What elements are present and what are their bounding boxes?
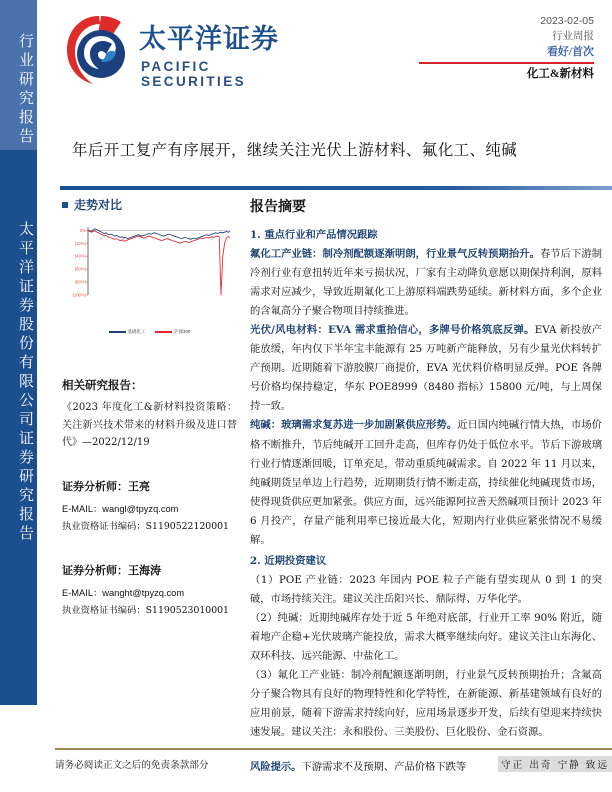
chart-ytick-5: (100%) [72,292,86,298]
page-footer [55,756,612,772]
chart-xtick-3: 22 [165,236,171,242]
spine-label-research-report: 行业研究报告 [17,33,35,147]
footer-disclaimer: 请务必阅读正文之后的免责条款部分 [55,760,209,771]
risk-label: 风险提示。 [250,761,302,774]
report-rating: 看好/首次 [546,46,594,59]
analyst-license-1: 执业资格证书编码：S1190523010001 [62,605,229,617]
summary-heading: 报告摘要 [250,199,306,215]
legend-swatch-1 [155,331,172,333]
report-date: 2023-02-05 [540,15,594,27]
logo-text-en: PACIFIC SECURITIES [141,59,247,89]
chart-ytick-0: 0% [79,227,86,233]
footer-divider [55,748,612,750]
report-type: 行业周报 [552,31,594,43]
summary-section-2-title: 2. 近期投资建议 [250,554,327,567]
chart-legend [62,329,237,335]
summary-paragraph-1 [250,321,602,416]
analyst-email-0: E-MAIL：wangl@tpyzq.com [62,503,179,514]
analyst-name-0: 证券分析师：王亮 [62,479,150,493]
legend-label-1: 沪深300 [174,329,191,334]
chart-canvas [62,219,234,327]
spine-label-company: 太平洋证券股份有限公司证券研究报告 [17,220,35,544]
performance-comparison-chart [62,219,234,327]
recommendation-0: （1）POE 产业链：2023 年国内 POE 粒子产能有望实现从 0 到 1 的突破，市场持续关注。建议关注岳阳兴长、鼎际得、万华化学。 [250,573,602,605]
chart-xtick-0: 22 [98,236,104,242]
summary-paragraph-body-0: 春节后下游制冷剂行业有意扭转近年来亏损状况，厂家有主动降负意愿以期保持利润，原料需求对应减少，导致近期氟化工上游原料端跌势延续。新材料方面，多个企业的含氟高分子聚合物项目持续推进。 [250,248,603,318]
footer-motto: 守正 出奇 宁静 致远 [498,756,612,772]
report-sector: 化工&新材料 [526,68,594,81]
summary-section-1-title: 1. 重点行业和产品情况跟踪 [250,229,378,241]
chart-xtick-2: 22 [143,236,149,242]
investment-recommendations [250,571,602,742]
chart-ytick-1: (20%) [74,240,86,246]
legend-swatch-0 [109,331,126,333]
chart-heading-label: 走势对比 [74,198,123,212]
legend-label-0: 基础化工 [127,329,146,334]
summary-paragraph-lead-1: 光伏/风电材料：EVA 需求重拾信心，多牌号价格筑底反弹。 [250,324,535,337]
chart-line-1 [88,230,230,295]
chart-xtick-4: 22 [187,236,193,242]
company-logo [65,14,300,89]
recommendation-1: （2）纯碱：近期纯碱库存处于近 5 年绝对底部，行业开工率 90% 附近，随着地产企稳+光伏玻璃产能投放，需求大概率继续向好。建议关注山东海化、双环科技、远兴能源、中盐化工。 [250,611,602,663]
summary-paragraph-2 [250,416,602,549]
summary-paragraph-lead-2: 纯碱：玻璃需求复苏进一步加剧紧供应形势。 [250,419,458,432]
analyst-email-1: E-MAIL：wanght@tpyzq.com [62,587,185,598]
title-divider [60,186,612,190]
chart-xtick-5: 22 [209,236,215,242]
chart-y-axis-labels [73,228,87,298]
page-header [37,0,612,105]
analyst-license-0: 执业资格证书编码：S1190522120001 [62,521,229,533]
risk-text: 下游需求不及预期、产品价格下跌等 [301,761,467,774]
right-column [250,196,602,777]
bullet-square-icon [62,202,68,208]
analyst-block-0 [62,478,237,536]
analyst-block-1 [62,562,237,620]
summary-paragraph-body-1: EVA 新投放产能放缓，年内仅下半年宝丰能源有 25 万吨新产能释放，另有少量光伏料转扩产预期。近期随着下游胶膜厂商提价，EVA 光伏料价格明显反弹。POE 各牌号价格均保持稳定，华东 POE8999（8480 指标）15800 元/吨，与上周保持一致。 [250,324,602,413]
chart-ytick-2: (40%) [74,253,86,259]
summary-paragraph-0 [250,245,602,321]
sidebar-spine [0,0,37,792]
legend-item-0 [109,329,146,335]
analyst-name-1: 证券分析师：王海涛 [62,563,161,577]
recommendation-2: （3）氟化工产业链：制冷剂配额逐渐明朗，行业景气反转预期抬升；含氟高分子聚合物具有良好的物理特性和化学特性，在新能源、新基建领域有良好的应用前景，随着下游需求持续向好，应用场景逐步开发，后续有望迎来持续快速发展。建议关注：永和股份、三美股份、巨化股份、金石资源。 [250,669,602,739]
logo-text-cn: 太平洋证券 [139,24,279,55]
chart-xtick-1: 22 [120,236,127,242]
related-reports-body: 《2023 年度化工&新材料投资策略：关注新兴技术带来的材料升级及进口替代》—2022/12/19 [62,402,237,448]
related-reports-block [62,377,237,452]
legend-item-1 [155,329,190,335]
summary-blocks [250,245,602,550]
header-meta-block [419,14,594,83]
chart-ytick-4: (80%) [74,279,86,285]
left-column [62,196,237,620]
pacific-securities-logo-icon [65,14,133,86]
page-title: 年后开工复产有序展开，继续关注光伏上游材料、氟化工、纯碱 [72,141,518,159]
chart-section-heading [62,196,237,213]
summary-paragraph-lead-0: 氟化工产业链：制冷剂配额逐渐明朗，行业景气反转预期抬升。 [250,248,540,261]
header-red-rule [419,62,594,64]
chart-ytick-3: (60%) [74,266,86,272]
related-reports-heading: 相关研究报告： [62,378,143,392]
summary-paragraph-body-2: 近日国内纯碱行情大热，市场价格不断推升，节后纯碱开工回升走高，但库存仍处于低位水平。节后下游玻璃行业行情逐渐回暖，订单充足，带动重质纯碱需求。自 2022 年 11 月以来，纯碱期货呈单边上行趋势，近期期货行情不断走高，持续催化纯碱现货市场，使得现货供应更加紧张。供应方面，远兴能源阿拉善天然碱项目预计 2023 年 6 月投产，存量产能利用率已接近最大化，短期内行业供应紧张情况不易缓解。 [250,419,603,546]
